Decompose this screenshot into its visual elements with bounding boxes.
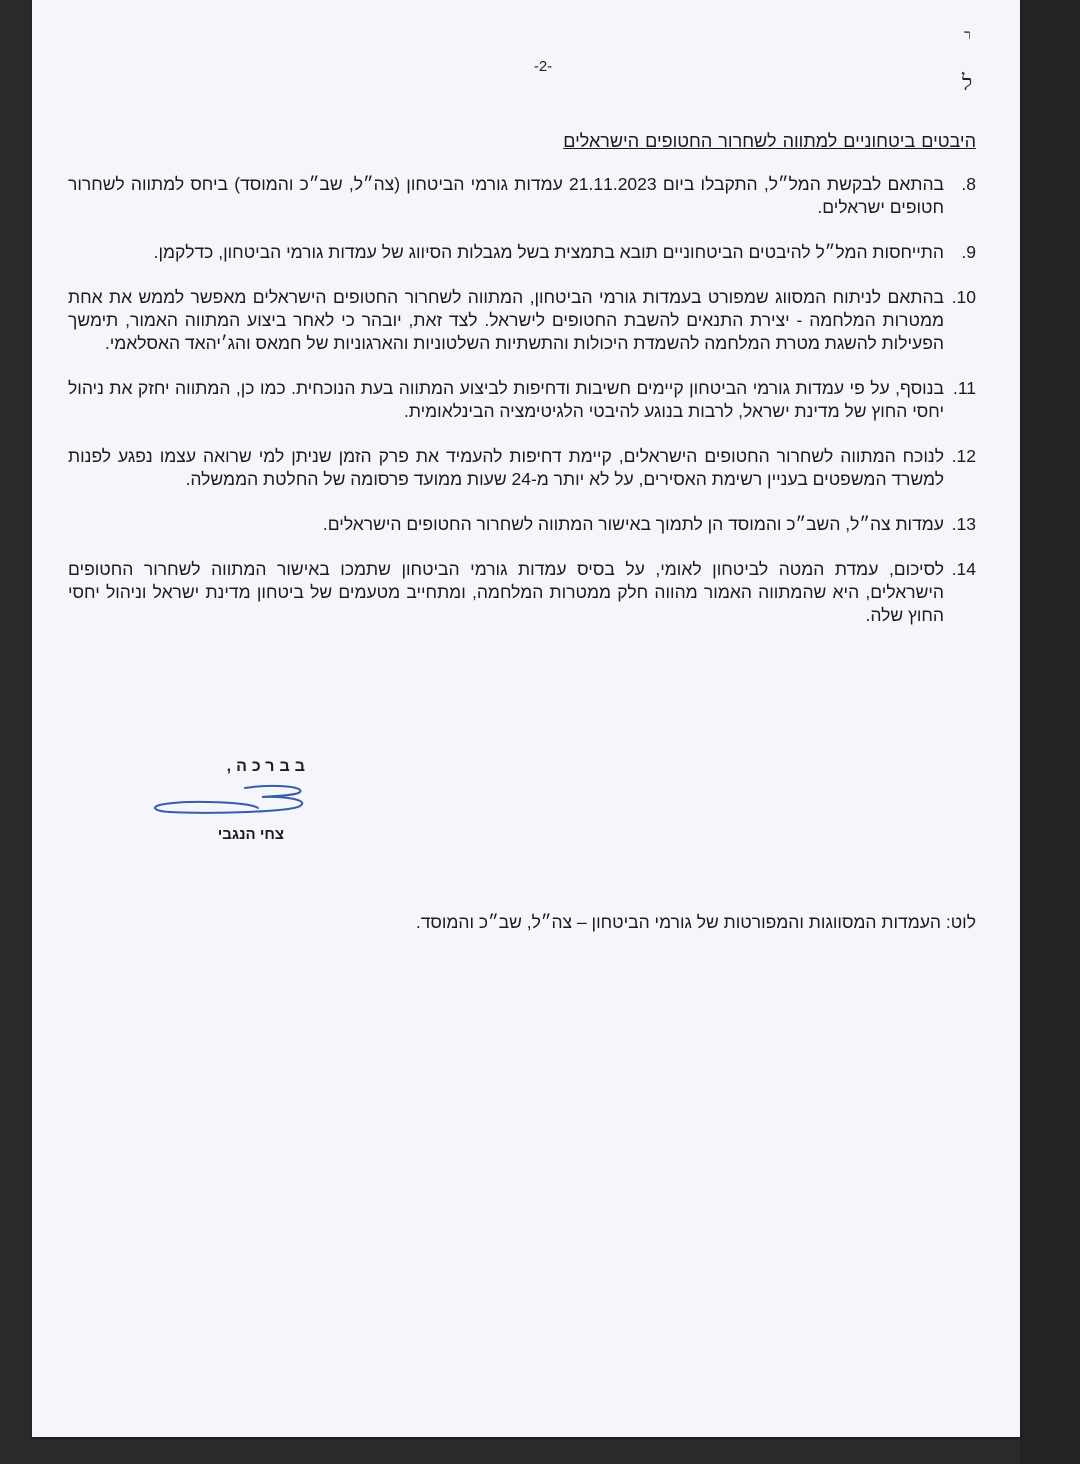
section-heading: היבטים ביטחוניים למתווה לשחרור החטופים הישראלים bbox=[563, 131, 976, 151]
viewer-side-strip bbox=[1020, 0, 1080, 1464]
paragraph-number: 8. bbox=[961, 174, 976, 194]
paragraph-text: לסיכום, עמדת המטה לביטחון לאומי, על בסיס עמדות גורמי הביטחון שתמכו באישור המתווה לשחרור החטופים הישראלים, היא שהמתווה האמור מהווה חלק ממטרות המלחמה, ומתחייב מטעמים של ביטחון מדינת ישראל וניהול יחסי החוץ שלה. bbox=[68, 559, 944, 625]
numbered-paragraph bbox=[68, 241, 976, 264]
paragraph-text: בהתאם לבקשת המל״ל, התקבלו ביום 21.11.2023 עמדות גורמי הביטחון (צה״ל, שב״כ והמוסד) ביחס למתווה לשחרור חטופים ישראלים. bbox=[68, 174, 944, 217]
paragraph-text: בנוסף, על פי עמדות גורמי הביטחון קיימים חשיבות ודחיפות לביצוע המתווה בעת הנוכחית. כמו כן, המתווה יחזק את ניהול יחסי החוץ של מדינת ישראל, לרבות בנוגע להיבטי הלגיטימציה הבינלאומית. bbox=[68, 378, 944, 421]
handwritten-signature-icon bbox=[150, 782, 310, 818]
handwritten-mark: ל bbox=[962, 70, 973, 95]
closing-salutation: בברכה, bbox=[226, 758, 310, 775]
paragraph-text: עמדות צה״ל, השב״כ והמוסד הן לתמוך באישור המתווה לשחרור החטופים הישראלים. bbox=[322, 514, 944, 534]
numbered-paragraph bbox=[68, 286, 976, 355]
signature-block bbox=[140, 758, 310, 843]
paragraph-number: 14. bbox=[951, 559, 976, 579]
paragraph-text: בהתאם לניתוח המסווג שמפורט בעמדות גורמי הביטחון, המתווה לשחרור החטופים הישראלים מאפשר לממש את אחת ממטרות המלחמה - יצירת התנאים להשבת החטופים לישראל. לצד זאת, יובהר כי לאחר ביצוע המתווה האמור, תימשך הפעילות להשגת מטרת המלחמה להשמדת היכולות והתשתיות השלטוניות והארגוניות של חמאס והג׳יהאד האסלאמי. bbox=[68, 287, 944, 353]
paragraph-number: 13. bbox=[951, 514, 976, 534]
signer-name: צחי הנגבי bbox=[217, 826, 284, 843]
numbered-paragraph bbox=[68, 377, 976, 423]
paragraph-text: לנוכח המתווה לשחרור החטופים הישראלים, קיימת דחיפות להעמיד את פרק הזמן שניתן למי שרואה עצמו נפגע לפנות למשרד המשפטים בעניין רשימת האסירים, על לא יותר מ-24 שעות ממועד פרסומה של החלטת הממשלה. bbox=[68, 446, 944, 489]
paragraph-number: 12. bbox=[951, 446, 976, 466]
document-body bbox=[68, 130, 976, 649]
numbered-paragraph bbox=[68, 445, 976, 491]
handwritten-mark: ר bbox=[964, 28, 971, 43]
paragraph-text: התייחסות המל״ל להיבטים הביטחוניים תובא בתמצית בשל מגבלות הסיווג של עמדות גורמי הביטחון, כדלקמן. bbox=[153, 242, 944, 262]
numbered-paragraph bbox=[68, 513, 976, 536]
page-number-label: -2- bbox=[533, 58, 553, 75]
paragraph-number: 11. bbox=[952, 378, 976, 398]
numbered-paragraph bbox=[68, 173, 976, 219]
attachment-note: לוט: העמדות המסווגות והמפורטות של גורמי הביטחון – צה״ל, שב״כ והמוסד. bbox=[415, 912, 976, 932]
numbered-paragraph bbox=[68, 558, 976, 627]
paragraph-number: 9. bbox=[961, 242, 976, 262]
paragraph-number: 10. bbox=[951, 287, 976, 307]
page-number bbox=[32, 58, 1020, 75]
